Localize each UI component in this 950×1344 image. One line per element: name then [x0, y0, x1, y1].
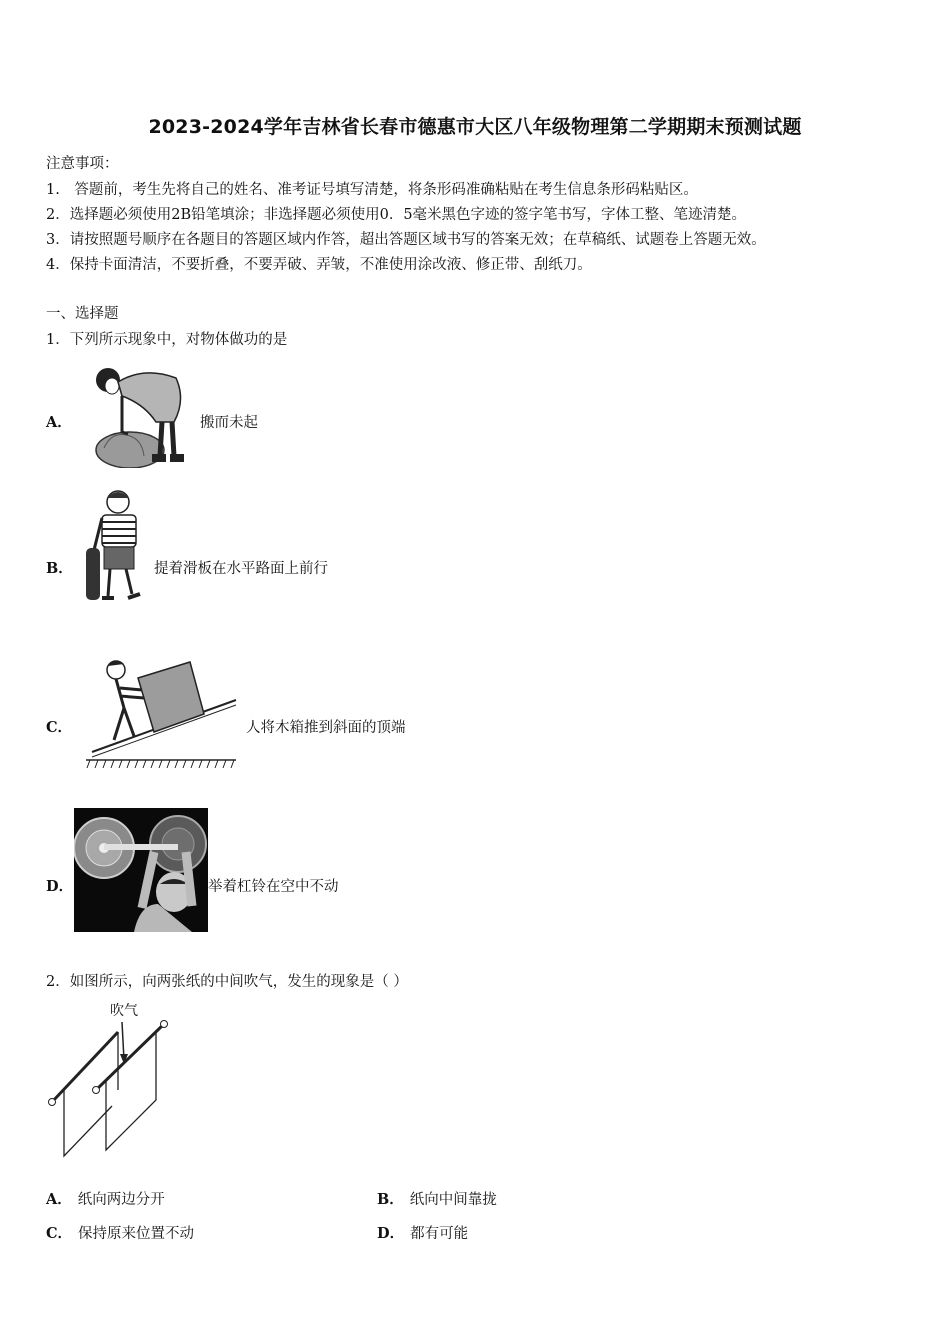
notice-item-2: 2．选择题必须使用2B铅笔填涂；非选择题必须使用0．5毫米黑色字迹的签字笔书写，字体工整、笔迹清楚。 — [46, 207, 747, 223]
page-title: 2023-2024学年吉林省长春市德惠市大区八年级物理第二学期期末预测试题 — [148, 116, 802, 138]
option-a-text: 搬而未起 — [200, 415, 258, 431]
figure-label-blow-air: 吹气 — [110, 1003, 138, 1019]
option-a-letter: A． — [46, 414, 72, 431]
option-d-letter: D． — [46, 878, 74, 895]
choice-d: D． 都有可能 — [377, 1225, 469, 1242]
notice-item-3: 3．请按照题号顺序在各题目的答题区域内作答，超出答题区域书写的答案无效；在草稿纸、试题卷上答题无效。 — [46, 232, 766, 248]
notice-item-1: 1. 答题前，考生先将自己的姓名、准考证号填写清楚，将条形码准确粘贴在考生信息条形码粘贴区。 — [46, 182, 698, 198]
option-b-text: 提着滑板在水平路面上前行 — [154, 561, 328, 577]
notice-heading: 注意事项： — [46, 156, 119, 172]
option-c-letter: C． — [46, 719, 73, 736]
notice-item-4: 4．保持卡面清洁，不要折叠，不要弄破、弄皱，不准使用涂改液、修正带、刮纸刀。 — [46, 257, 592, 273]
option-c-text: 人将木箱推到斜面的顶端 — [246, 720, 406, 736]
figure-pushing-box-up-incline — [86, 656, 238, 770]
figure-boy-carrying-skateboard — [80, 488, 148, 612]
figure-two-paper-sheets — [44, 1014, 174, 1164]
question-1-stem: 1．下列所示现象中，对物体做功的是 — [46, 332, 288, 348]
option-d-text: 举着杠铃在空中不动 — [208, 879, 339, 895]
choice-b: B． 纸向中间靠拢 — [377, 1191, 497, 1208]
choice-c: C． 保持原来位置不动 — [46, 1225, 195, 1242]
choice-a: A． 纸向两边分开 — [46, 1191, 165, 1208]
option-b-letter: B． — [46, 560, 73, 577]
question-2-stem: 2．如图所示，向两张纸的中间吹气，发生的现象是（ ） — [46, 974, 408, 990]
figure-person-lifting-rock — [82, 360, 194, 468]
section-heading: 一、选择题 — [46, 306, 119, 322]
figure-weightlifter-holding-barbell — [74, 808, 208, 932]
